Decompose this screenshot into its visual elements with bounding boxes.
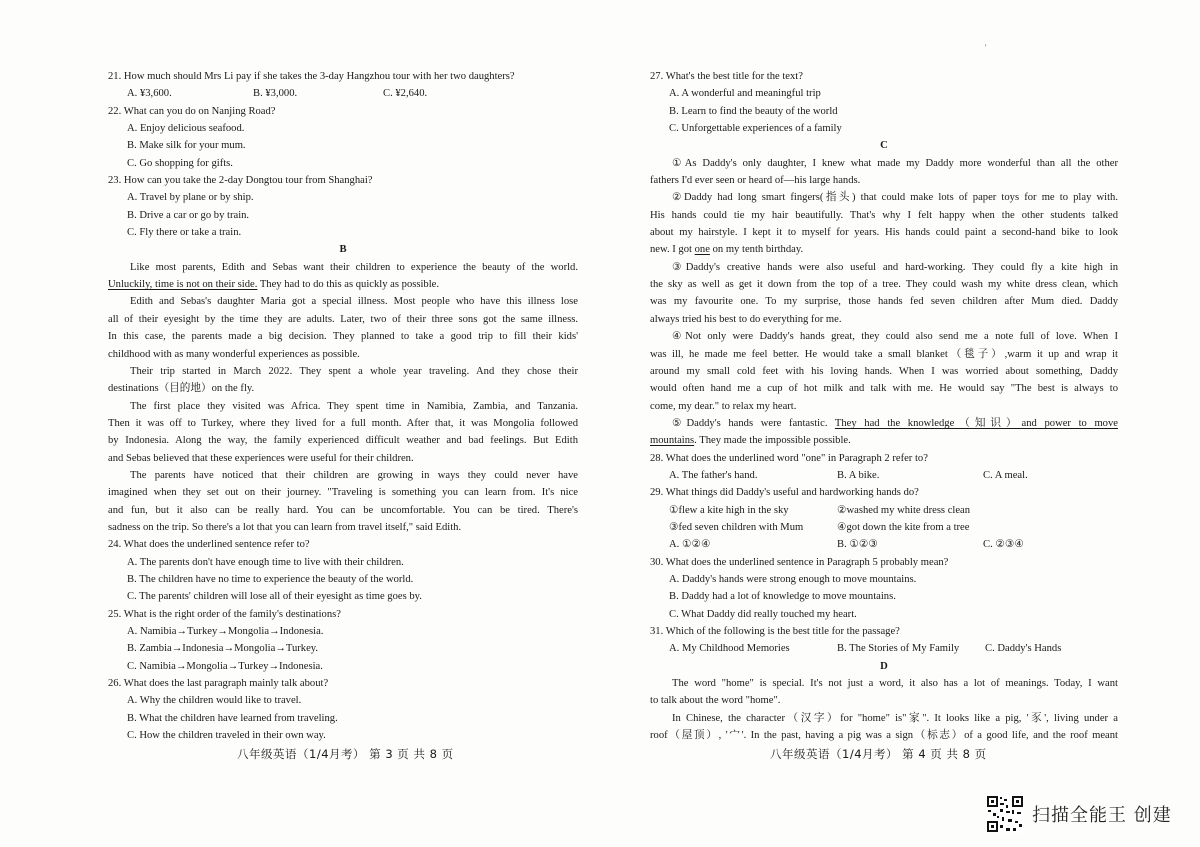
text-line: Edith and Sebas's daughter Maria got a special illness. Most people who have this illness lose (130, 296, 578, 308)
text-line: The word "home" is special. It's not just a word, it also has a lot of meanings. Today, I want (672, 678, 1118, 690)
question: 28. What does the underlined word "one" in Paragraph 2 refer to? (650, 452, 928, 464)
text-line: Their trip started in March 2022. They spent a whole year traveling. And they chose their (130, 365, 578, 377)
text-line: destinations（目的地）on the fly. (108, 383, 255, 395)
text-line: In Chinese, the character（汉字）for "home" is"家". It looks like a pig, '豕', living under a (672, 712, 1118, 724)
qr-code-icon (986, 795, 1024, 833)
option: B. ①②③ (837, 539, 878, 551)
text-line: would often hand me a cup of hot milk and talk with me. He would say "The best is always to (650, 383, 1118, 395)
text-line: ①As Daddy's only daughter, I knew what made my Daddy more wonderful than all the other (672, 157, 1118, 169)
text-line: to talk about the word "home". (650, 695, 781, 707)
option: A. My Childhood Memories (669, 643, 790, 655)
left-page (108, 68, 578, 744)
question: 31. Which of the following is the best title for the passage? (650, 626, 900, 637)
text-line: In this case, the parents made a big decision. They planned to take a good trip to fill their kids' (108, 331, 578, 343)
option: C. Daddy's Hands (985, 643, 1062, 655)
text-line: Like most parents, Edith and Sebas want their children to experience the beauty of the world. (130, 261, 578, 273)
option: ④got down the kite from a tree (837, 521, 970, 533)
page-footer-left: 八年级英语（1/4月考） 第 3 页 共 8 页 (237, 747, 454, 761)
section-heading: B (339, 244, 347, 256)
text-line: The parents have noticed that their children are growing in ways they could never have (130, 469, 578, 481)
option: C. How the children traveled in their own way. (127, 730, 326, 742)
text-line: ②Daddy had long smart fingers(指头) that could make lots of paper toys for me to play with. (672, 192, 1118, 204)
text-line: was my favourite one. To my surprise, those hands fed seven children after Mum died. Daddy (650, 296, 1118, 308)
text-line (650, 241, 1118, 258)
option: C. ¥2,640. (383, 88, 428, 100)
question: 22. What can you do on Nanjing Road? (108, 105, 276, 117)
text-segment: on my tenth birthday. (709, 244, 804, 256)
text-line: around my small cold feet with his loving hands. When I was worried about something, Daddy (650, 365, 1118, 377)
underlined-text: mountains (650, 435, 695, 447)
question: 27. What's the best title for the text? (650, 71, 803, 82)
text-line: ③Daddy's creative hands were also useful and hard-working. They could fly a kite high in (672, 261, 1118, 273)
option: A. The parents don't have enough time to live with their children. (127, 556, 404, 568)
option-row (108, 85, 578, 102)
section-heading: C (880, 140, 888, 152)
option: A. Enjoy delicious seafood. (127, 123, 245, 135)
option: C. Go shopping for gifts. (127, 157, 233, 169)
option: A. Namibia→Turkey→Mongolia→Indonesia. (127, 626, 324, 637)
option: A. ①②④ (669, 539, 711, 551)
section-heading: D (880, 660, 888, 672)
text-line: childhood with as many wonderful experiences as possible. (108, 348, 360, 360)
option: B. ¥3,000. (253, 88, 298, 100)
page-footer-right: 八年级英语（1/4月考） 第 4 页 共 8 页 (770, 747, 987, 761)
text-line (108, 276, 578, 293)
option-row (650, 467, 1118, 484)
text-line: fathers I'd ever seen or heard of—his large hands. (650, 175, 861, 187)
underlined-text: Unluckily, time is not on their side. (108, 279, 258, 291)
text-line: ④Not only were Daddy's hands great, they could also send me a note full of love. When I (672, 331, 1118, 343)
option: A. Why the children would like to travel. (127, 695, 302, 707)
text-line: all of their eyesight by the time they are adults. Later, two of their three sons got the same illness. (108, 313, 578, 325)
option-row (650, 536, 1118, 553)
option: B. Make silk for your mum. (127, 140, 246, 152)
text-segment: ⑤Daddy's hands were fantastic. (672, 417, 835, 429)
option: C. The parents' children will lose all of their eyesight as time goes by. (127, 591, 422, 603)
question: 25. What is the right order of the family's destinations? (108, 608, 341, 620)
text-line: come, my dear." to relax my heart. (650, 400, 797, 412)
option: ②washed my white dress clean (837, 504, 971, 516)
text-line: and fun, but it also can be really hard. You can be uncomfortable. You can be tired. There's (108, 504, 578, 516)
option: B. Zambia→Indonesia→Mongolia→Turkey. (127, 643, 319, 655)
text-line: imagined when they set out on their journey. "Traveling is something you can learn from. It's nice (108, 487, 578, 499)
text-line: His hands could tie my hair beautifully. That's why I felt happy when the other students talked (650, 209, 1118, 221)
option: B. A bike. (837, 469, 880, 481)
watermark-text: 扫描全能王 创建 (1032, 805, 1172, 826)
question: 21. How much should Mrs Li pay if she takes the 3-day Hangzhou tour with her two daughters? (108, 71, 515, 82)
option: C. What Daddy did really touched my heart. (669, 608, 857, 620)
option: C. Unforgettable experiences of a family (669, 123, 842, 135)
option: A. ¥3,600. (127, 88, 172, 100)
text-line: always tried his best to do everything for me. (650, 313, 842, 325)
option: A. The father's hand. (669, 469, 758, 481)
text-line: by Indonesia. Along the way, the family experienced difficult weather and bad feelings. But Edith (108, 435, 578, 447)
watermark (986, 795, 1172, 833)
text-line: sadness on the trip. So there's a lot that you can learn from travel itself," said Edith. (108, 521, 462, 533)
option-row (650, 502, 1118, 519)
right-page (650, 68, 1118, 744)
option: B. What the children have learned from traveling. (127, 712, 338, 724)
question: 26. What does the last paragraph mainly talk about? (108, 678, 329, 690)
text-line: Then it was off to Turkey, where they lived for a full month. After that, it was Mongolia followed (108, 417, 578, 429)
option: C. ②③④ (983, 539, 1024, 551)
text-line: roof（屋顶）, '宀'. In the past, having a pig was a sign（标志）of a good life, and the roof meant (650, 730, 1118, 742)
option: C. Namibia→Mongolia→Turkey→Indonesia. (127, 660, 323, 672)
option: C. Fly there or take a train. (127, 227, 242, 239)
option: B. The children have no time to experience the beauty of the world. (127, 573, 414, 585)
option: ③fed seven children with Mum (669, 521, 804, 533)
underlined-text: one (694, 244, 710, 256)
text-line (650, 432, 1118, 449)
option-row (650, 640, 1118, 657)
text-line (650, 415, 1118, 432)
text-line: The first place they visited was Africa. They spent time in Namibia, Zambia, and Tanzania. (130, 400, 578, 412)
option: B. Daddy had a lot of knowledge to move mountains. (669, 591, 896, 603)
question: 29. What things did Daddy's useful and hardworking hands do? (650, 487, 919, 499)
option: B. Learn to find the beauty of the world (669, 105, 838, 117)
option: C. A meal. (983, 469, 1028, 481)
text-line: was ill, he made me feel better. He would take a small blanket（毯子）,warm it up and wrap it (650, 348, 1118, 360)
option: A. Daddy's hands were strong enough to move mountains. (669, 573, 917, 585)
option: A. Travel by plane or by ship. (127, 192, 254, 204)
text-segment: . They made the impossible possible. (694, 435, 851, 447)
text-segment: They had to do this as quickly as possible. (257, 279, 440, 291)
option: A. A wonderful and meaningful trip (669, 88, 821, 100)
text-line: about my hairstyle. I kept it to myself for years. His hands could paint a second-hand bike to look (650, 227, 1118, 239)
option-row (650, 519, 1118, 536)
question: 24. What does the underlined sentence refer to? (108, 539, 310, 551)
stray-mark: ' (985, 43, 987, 52)
text-line: the sky as well as get it down from the top of a tree. They could wash my white dress clean, which (650, 279, 1118, 291)
question: 30. What does the underlined sentence in Paragraph 5 probably mean? (650, 556, 949, 568)
option: ①flew a kite high in the sky (669, 504, 789, 516)
text-line: and Sebas believed that these experiences were useful for their children. (108, 452, 414, 464)
option: B. The Stories of My Family (837, 643, 960, 655)
underlined-text: They had the knowledge（知识）and power to move (834, 417, 1118, 429)
text-segment: new. I got (650, 244, 695, 256)
option: B. Drive a car or go by train. (127, 209, 250, 221)
question: 23. How can you take the 2-day Dongtou tour from Shanghai? (108, 175, 373, 187)
